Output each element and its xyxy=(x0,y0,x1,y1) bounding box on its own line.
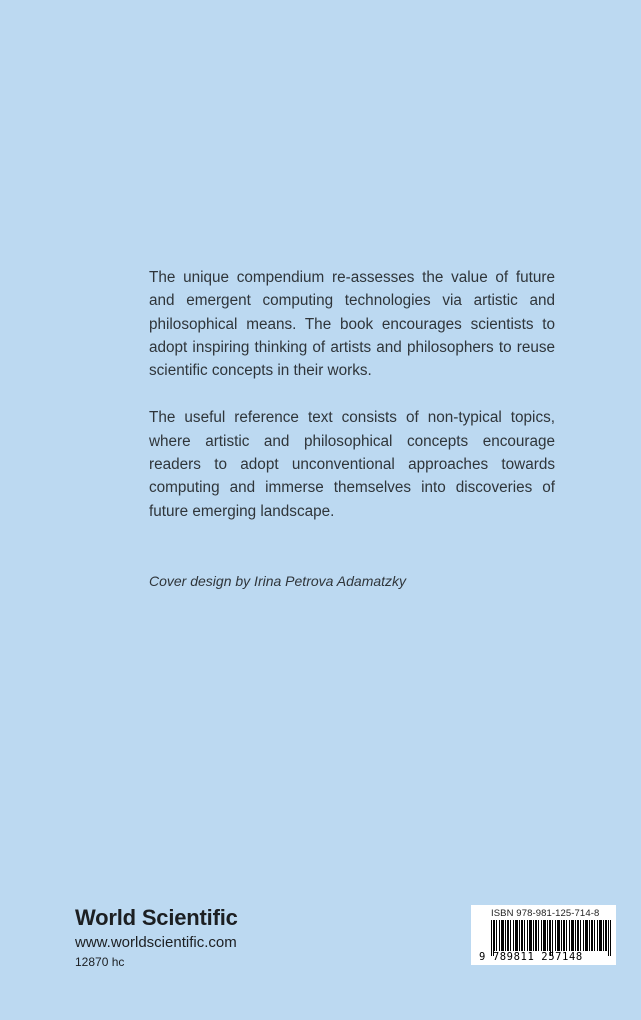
cover-design-credit: Cover design by Irina Petrova Adamatzky xyxy=(149,573,407,589)
publisher-name: World Scientific xyxy=(75,905,238,930)
blurb xyxy=(149,266,555,547)
publisher-block xyxy=(75,905,238,971)
barcode-bars xyxy=(491,920,611,951)
barcode xyxy=(471,905,616,965)
product-code: 12870 hc xyxy=(75,955,125,969)
isbn-label: ISBN 978-981-125-714-8 xyxy=(491,908,600,919)
publisher-url: www.worldscientific.com xyxy=(75,934,237,951)
blurb-paragraph-2: The useful reference text consists of non-typical topics, where artistic and philosophical concepts encourage readers to adopt unconventional approaches towards computing and immerse themselves into discoveries of future emerging landscape. xyxy=(149,409,555,520)
blurb-paragraph-1: The unique compendium re-assesses the value of future and emergent computing technologies via artistic and philosophical means. The book encourages scientists to adopt inspiring thinking of artists and philosophers to reuse scientific concepts in their works. xyxy=(149,269,555,380)
barcode-digits: 9 789811 257148 xyxy=(479,951,583,963)
